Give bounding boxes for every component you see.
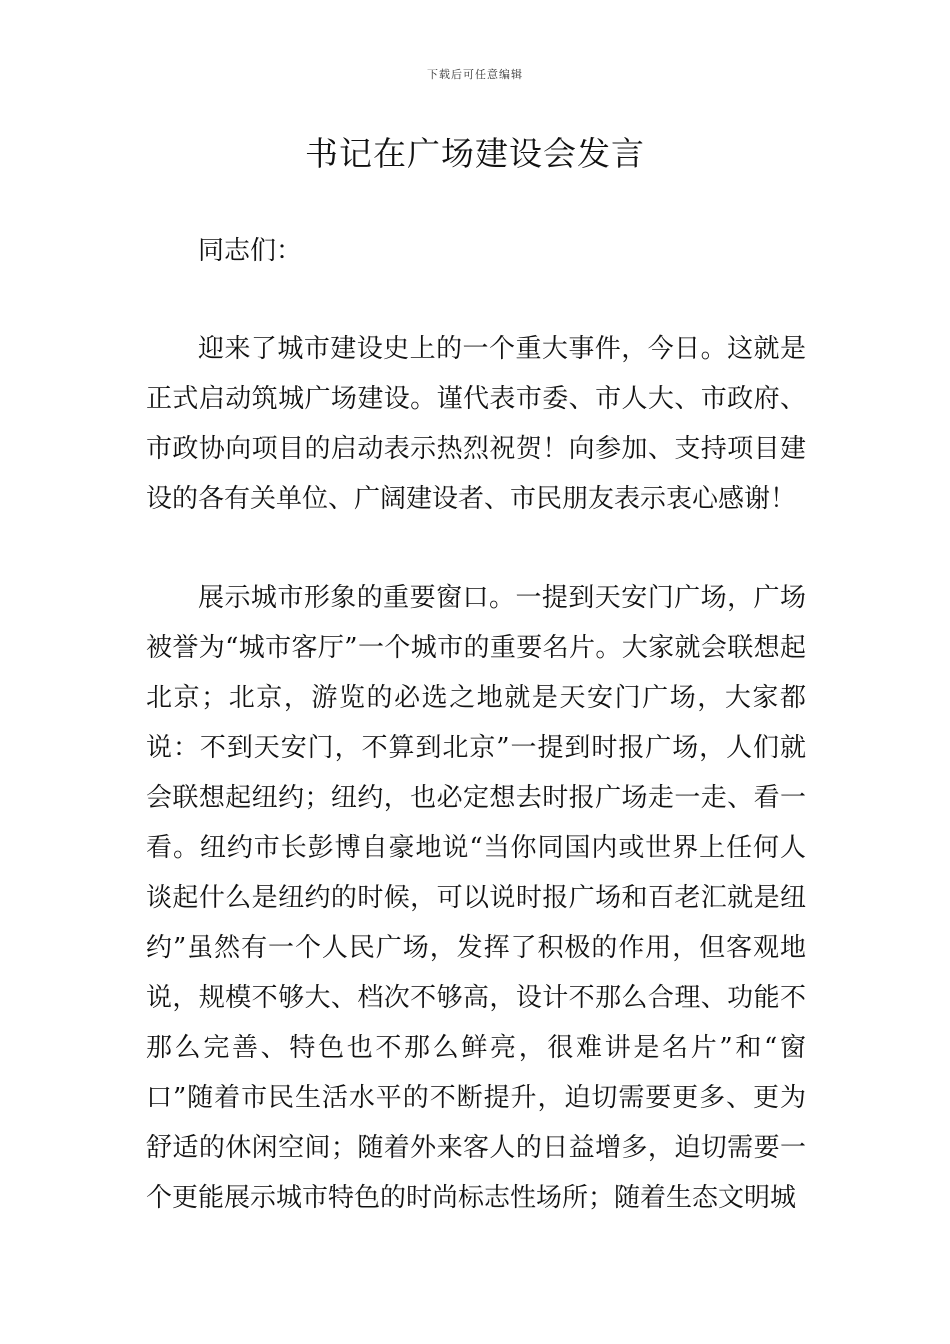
- paragraph-2: 展示城市形象的重要窗口。一提到天安门广场，广场被誉为“城市客厅”一个城市的重要名片。大家就会联想起北京；北京，游览的必选之地就是天安门广场，大家都说：不到天安门，不算到北京”一提到时报广场，人们就会联想起纽约；纽约，也必定想去时报广场走一走、看一看。纽约市长彭博自豪地说“当你同国内或世界上任何人谈起什么是纽约的时候，可以说时报广场和百老汇就是纽约”虽然有一个人民广场，发挥了积极的作用，但客观地说，规模不够大、档次不够高，设计不那么合理、功能不那么完善、特色也不那么鲜亮，很难讲是名片”和“窗口”随着市民生活水平的不断提升，迫切需要更多、更为舒适的休闲空间；随着外来客人的日益增多，迫切需要一个更能展示城市特色的时尚标志性场所；随着生态文明城: [146, 583, 806, 1213]
- paragraph-1: 迎来了城市建设史上的一个重大事件，今日。这就是正式启动筑城广场建设。谨代表市委、市人大、市政府、市政协向项目的启动表示热烈祝贺！向参加、支持项目建设的各有关单位、广阔建设者、市民朋友表示衷心感谢！: [146, 334, 806, 514]
- header-note: 下载后可任意编辑: [427, 68, 523, 81]
- greeting: 同志们：: [198, 236, 303, 266]
- document-title: 书记在广场建设会发言: [305, 134, 645, 173]
